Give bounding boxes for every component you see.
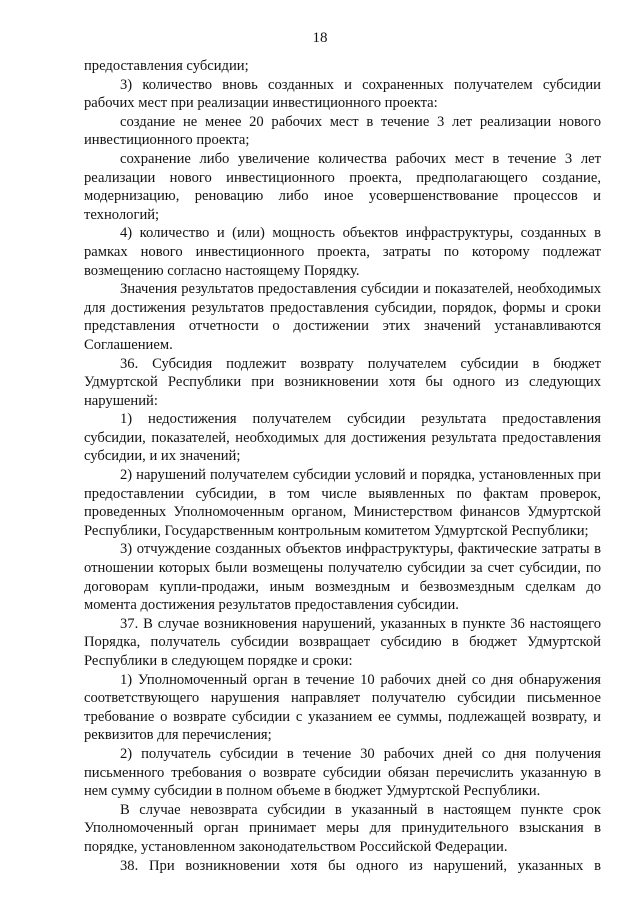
paragraph: 1) Уполномоченный орган в течение 10 рабочих дней со дня обнаружения соответствующего нарушения направляет получателю субсидии письменное требование о возврате субсидии с указанием ее суммы, подлежащей возврату, и реквизитов для перечисления; (84, 671, 601, 744)
document-body (84, 57, 601, 875)
paragraph: создание не менее 20 рабочих мест в течение 3 лет реализации нового инвестиционного проекта; (84, 113, 601, 149)
paragraph: 4) количество и (или) мощность объектов инфраструктуры, созданных в рамках нового инвестиционного проекта, затраты по которому подлежат возмещению согласно настоящему Порядку. (84, 225, 601, 279)
page-number: 18 (312, 30, 328, 46)
paragraph: В случае невозврата субсидии в указанный в настоящем пункте срок Уполномоченный орган принимает меры для принудительного взыскания в порядке, установленном законодательством Российской Федерации. (84, 801, 601, 855)
paragraph: 36. Субсидия подлежит возврату получателем субсидии в бюджет Удмуртской Республики при возникновении хотя бы одного из следующих нарушений: (84, 355, 601, 409)
paragraph-last: 38. При возникновении хотя бы одного из нарушений, указанных в (120, 857, 601, 874)
paragraph: 37. В случае возникновения нарушений, указанных в пункте 36 настоящего Порядка, получатель субсидии возвращает субсидию в бюджет Удмуртской Республики в следующем порядке и сроки: (84, 615, 601, 669)
paragraph: предоставления субсидии; (84, 58, 249, 74)
paragraph: Значения результатов предоставления субсидии и показателей, необходимых для достижения результатов предоставления субсидии, порядок, формы и сроки представления отчетности о достижении этих значений устанавливаются Соглашением. (84, 281, 601, 353)
paragraph: 2) получатель субсидии в течение 30 рабочих дней со дня получения письменного требования о возврате субсидии обязан перечислить указанную в нем сумму субсидии в полном объеме в бюджет Удмуртской Республики. (84, 745, 601, 800)
paragraph: 2) нарушений получателем субсидии условий и порядка, установленных при предоставлении субсидии, в том числе выявленных по фактам проверок, проведенных Уполномоченным органом, Министерством финансов Удмуртской Республики, Государственным контрольным комитетом Удмуртской Республики; (84, 467, 601, 539)
paragraph: сохранение либо увеличение количества рабочих мест в течение 3 лет реализации нового инвестиционного проекта, предполагающего создание, модернизацию, реновацию либо иное усовершенствование процессов и технологий; (84, 150, 601, 223)
paragraph: 1) недостижения получателем субсидии результата предоставления субсидии, показателей, необходимых для достижения результата предоставления субсидии, и их значений; (84, 411, 601, 465)
paragraph: 3) отчуждение созданных объектов инфраструктуры, фактические затраты в отношении которых были возмещены получателю субсидии за счет субсидии, по договорам купли-продажи, иным возмездным и безвозмездным сделкам до момента достижения результатов предоставления субсидии. (84, 541, 601, 614)
paragraph: 3) количество вновь созданных и сохраненных получателем субсидии рабочих мест при реализации инвестиционного проекта: (84, 76, 601, 112)
